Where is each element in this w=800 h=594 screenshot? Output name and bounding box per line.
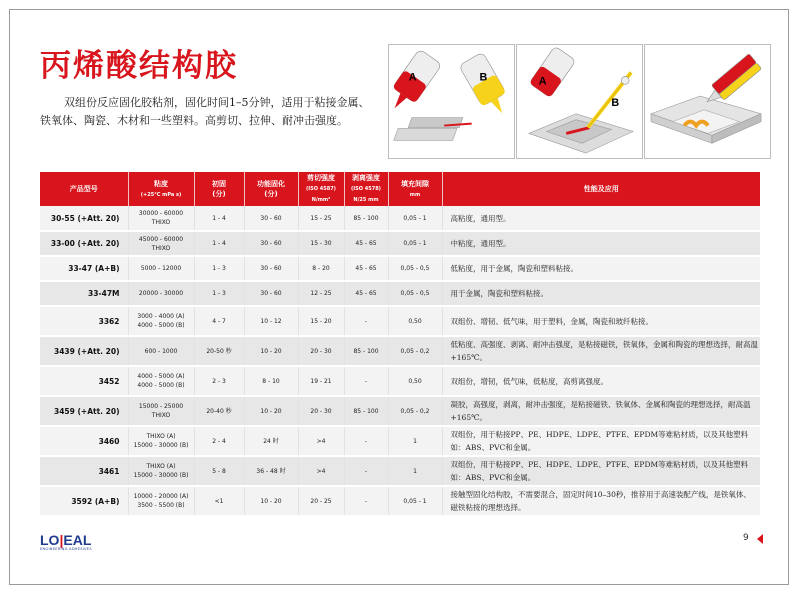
cell-model: 30-55 (+Att. 20)	[40, 206, 128, 231]
cell-functional-cure: 36 - 48 时	[244, 456, 298, 486]
cell-model: 3460	[40, 426, 128, 456]
table-row	[40, 366, 760, 396]
cell-initial-cure: <1	[194, 486, 244, 516]
table-row	[40, 486, 760, 516]
cell-gap-fill: 0,05 - 0,5	[388, 281, 442, 306]
viscosity-line: 20000 - 30000	[138, 290, 184, 297]
cell-gap-fill: 1	[388, 456, 442, 486]
cell-initial-cure: 2 - 4	[194, 426, 244, 456]
cell-peel-strength: -	[344, 366, 388, 396]
cell-gap-fill: 0,05 - 0,2	[388, 336, 442, 366]
cell-peel-strength: -	[344, 456, 388, 486]
logo-tagline: ENGINEERING ADHESIVES	[40, 547, 92, 551]
page-marker-triangle	[757, 534, 763, 544]
cell-peel-strength: 85 - 100	[344, 336, 388, 366]
cell-gap-fill: 0,05 - 1	[388, 486, 442, 516]
cell-shear-strength: 15 - 20	[298, 306, 344, 336]
cell-application: 双组份，用于粘接PP、PE、HDPE、LDPE、PTFE、EPDM等难粘材质，以及其他塑料如：ABS、PVC和金属。	[442, 426, 760, 456]
cell-application: 中粘度，通用型。	[442, 231, 760, 256]
illustration-bottles-a-b	[388, 44, 515, 159]
viscosity-line: 45000 - 60000 THIXO	[138, 235, 184, 252]
cell-gap-fill: 1	[388, 426, 442, 456]
header-shear-strength: 剪切强度 (ISO 4587) N/mm²	[298, 172, 344, 206]
cell-functional-cure: 30 - 60	[244, 206, 298, 231]
label-b: B	[611, 96, 620, 109]
cell-application: 用于金属，陶瓷和塑料粘接。	[442, 281, 760, 306]
viscosity-line: THIXO (A)	[146, 433, 176, 440]
cell-shear-strength: 20 - 30	[298, 396, 344, 426]
cell-functional-cure: 30 - 60	[244, 281, 298, 306]
cell-gap-fill: 0,05 - 1	[388, 206, 442, 231]
cell-application: 低粘度、高强度、剥离、耐冲击强度，是粘接磁铁，铁氧体，金属和陶瓷的理想选择，耐高温+165℃。	[442, 336, 760, 366]
cell-shear-strength: 20 - 25	[298, 486, 344, 516]
cell-initial-cure: 1 - 3	[194, 256, 244, 281]
table-row	[40, 456, 760, 486]
cell-viscosity	[128, 456, 194, 486]
cell-viscosity	[128, 486, 194, 516]
viscosity-line: 15000 - 25000 THIXO	[138, 403, 184, 419]
viscosity-line: 600 - 1000	[144, 347, 178, 355]
viscosity-line: 3000 - 4000 (A)	[137, 313, 185, 320]
cell-viscosity	[128, 366, 194, 396]
table-row	[40, 306, 760, 336]
cell-viscosity	[128, 426, 194, 456]
label-a: A	[408, 71, 417, 84]
cell-shear-strength: 12 - 25	[298, 281, 344, 306]
header-initial-cure: 初固 (分)	[194, 172, 244, 206]
cell-viscosity	[128, 336, 194, 366]
table-row	[40, 426, 760, 456]
cell-gap-fill: 0,05 - 0,5	[388, 256, 442, 281]
header-model: 产品型号	[40, 172, 128, 206]
cell-viscosity	[128, 281, 194, 306]
header-application: 性能及应用	[442, 172, 760, 206]
table-row	[40, 281, 760, 306]
cell-shear-strength: 20 - 30	[298, 336, 344, 366]
cell-functional-cure: 8 - 10	[244, 366, 298, 396]
viscosity-line: 30000 - 60000 THIXO	[138, 210, 184, 226]
table-row	[40, 256, 760, 281]
cell-functional-cure: 30 - 60	[244, 256, 298, 281]
cell-initial-cure: 20-50 秒	[194, 336, 244, 366]
cell-model: 3461	[40, 456, 128, 486]
viscosity-line: 3500 - 5500 (B)	[137, 502, 185, 509]
illustration-syringe-applicator	[644, 44, 771, 159]
cell-gap-fill: 0,05 - 1	[388, 231, 442, 256]
cell-gap-fill: 0,05 - 0,2	[388, 396, 442, 426]
cell-initial-cure: 4 - 7	[194, 306, 244, 336]
cell-shear-strength: 8 - 20	[298, 256, 344, 281]
cell-model: 3452	[40, 366, 128, 396]
cell-application: 高粘度，通用型。	[442, 206, 760, 231]
cell-peel-strength: 45 - 65	[344, 281, 388, 306]
cell-viscosity	[128, 231, 194, 256]
cell-initial-cure: 1 - 4	[194, 231, 244, 256]
header-functional-cure: 功能固化 (分)	[244, 172, 298, 206]
viscosity-line: 10000 - 20000 (A)	[133, 493, 189, 500]
cell-initial-cure: 5 - 8	[194, 456, 244, 486]
label-b: B	[479, 71, 488, 84]
cell-initial-cure: 2 - 3	[194, 366, 244, 396]
cell-viscosity	[128, 306, 194, 336]
label-a: A	[538, 75, 547, 88]
cell-functional-cure: 30 - 60	[244, 231, 298, 256]
cell-peel-strength: 45 - 65	[344, 256, 388, 281]
cell-peel-strength: 45 - 65	[344, 231, 388, 256]
cell-peel-strength: 85 - 100	[344, 206, 388, 231]
cell-functional-cure: 10 - 12	[244, 306, 298, 336]
table-row	[40, 396, 760, 426]
cell-functional-cure: 10 - 20	[244, 336, 298, 366]
header-peel-strength: 剥离强度 (ISO 4578) N/25 mm	[344, 172, 388, 206]
cell-application: 接触型固化结构胶，不需要混合，固定时间10–30秒，推荐用于高速装配产线，是铁氧体、磁铁粘接的理想选择。	[442, 486, 760, 516]
cell-peel-strength: -	[344, 426, 388, 456]
page-title: 丙烯酸结构胶	[40, 48, 238, 84]
cell-model: 33-47 (A+B)	[40, 256, 128, 281]
cell-viscosity	[128, 256, 194, 281]
illustration-mixer-a-b	[516, 44, 643, 159]
cell-model: 33-47M	[40, 281, 128, 306]
viscosity-line: 15000 - 30000 (B)	[133, 472, 189, 479]
cell-peel-strength: 85 - 100	[344, 396, 388, 426]
viscosity-line: 4000 - 5000 (B)	[137, 382, 185, 389]
table-row	[40, 231, 760, 256]
cell-viscosity	[128, 206, 194, 231]
cell-shear-strength: 15 - 30	[298, 231, 344, 256]
cell-peel-strength: -	[344, 306, 388, 336]
header-viscosity: 粘度 (+25°C mPa s)	[128, 172, 194, 206]
cell-shear-strength: 19 - 21	[298, 366, 344, 396]
page-number: 9	[743, 533, 749, 543]
cell-functional-cure: 24 时	[244, 426, 298, 456]
loxeal-logo	[40, 532, 92, 551]
cell-model: 3459 (+Att. 20)	[40, 396, 128, 426]
table-header-row	[40, 172, 760, 206]
product-table	[40, 172, 760, 517]
cell-shear-strength: 15 - 25	[298, 206, 344, 231]
table-row	[40, 336, 760, 366]
cell-model: 3439 (+Att. 20)	[40, 336, 128, 366]
cell-peel-strength: -	[344, 486, 388, 516]
viscosity-line: 15000 - 30000 (B)	[133, 442, 189, 449]
logo-wordmark: LO|EAL	[40, 532, 92, 548]
cell-shear-strength: >4	[298, 456, 344, 486]
cell-gap-fill: 0,50	[388, 366, 442, 396]
viscosity-line: THIXO (A)	[146, 463, 176, 470]
cell-gap-fill: 0,50	[388, 306, 442, 336]
cell-model: 33-00 (+Att. 20)	[40, 231, 128, 256]
cell-model: 3362	[40, 306, 128, 336]
cell-functional-cure: 10 - 20	[244, 396, 298, 426]
cell-initial-cure: 1 - 3	[194, 281, 244, 306]
viscosity-line: 5000 - 12000	[140, 265, 182, 272]
cell-application: 低粘度，用于金属，陶瓷和塑料粘接。	[442, 256, 760, 281]
header-gap-fill: 填充间隙 mm	[388, 172, 442, 206]
intro-paragraph: 双组份反应固化胶粘剂，固化时间1–5分钟，适用于粘接金属、铁氧体、陶瓷、木材和一些塑料。高剪切、拉伸、耐冲击强度。	[40, 96, 370, 127]
cell-application: 双组份，用于粘接PP、PE、HDPE、LDPE、PTFE、EPDM等难粘材质，以及其他塑料如：ABS、PVC和金属。	[442, 456, 760, 486]
cell-shear-strength: >4	[298, 426, 344, 456]
table-row	[40, 206, 760, 231]
cell-functional-cure: 10 - 20	[244, 486, 298, 516]
cell-application: 凝胶，高强度，剥离，耐冲击强度，是粘接磁铁、铁氧体、金属和陶瓷的理想选择，耐高温+165℃。	[442, 396, 760, 426]
cell-model: 3592 (A+B)	[40, 486, 128, 516]
cell-viscosity	[128, 396, 194, 426]
cell-initial-cure: 20-40 秒	[194, 396, 244, 426]
viscosity-line: 4000 - 5000 (A)	[137, 373, 185, 380]
viscosity-line: 4000 - 5000 (B)	[137, 322, 185, 329]
cell-application: 双组份、增韧、低气味，用于塑料，金属，陶瓷和玻纤粘接。	[442, 306, 760, 336]
cell-application: 双组份，增韧，低气味，低粘度，高剪离强度。	[442, 366, 760, 396]
cell-initial-cure: 1 - 4	[194, 206, 244, 231]
